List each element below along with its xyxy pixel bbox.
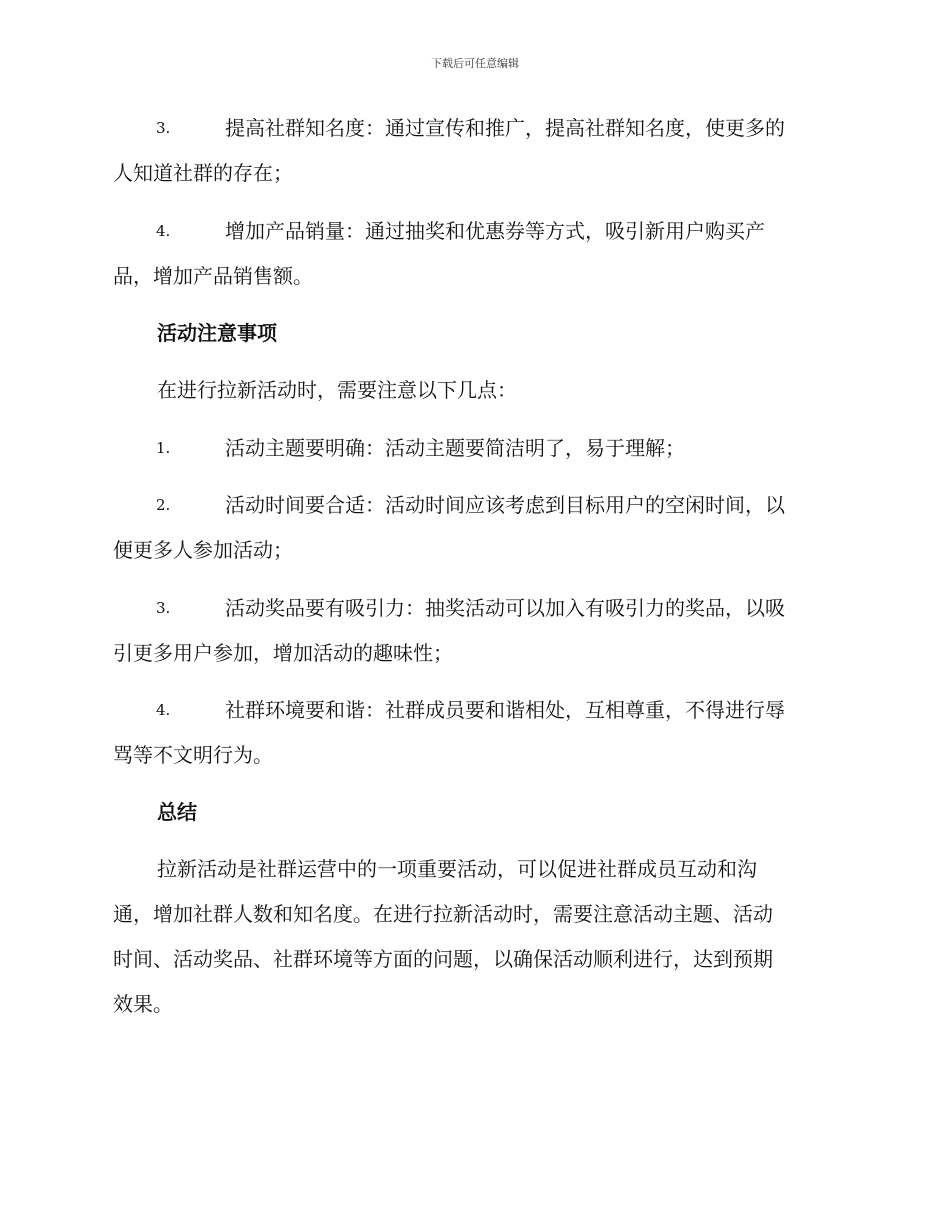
section-heading-notes: 活动注意事项: [157, 321, 277, 345]
list-number: 3.: [156, 599, 171, 617]
list-number: 4.: [156, 222, 171, 240]
list-item-text-continued: 人知道社群的存在；: [113, 161, 293, 185]
paragraph-line: 时间、活动奖品、社群环境等方面的问题，以确保活动顺利进行，达到预期: [113, 947, 773, 971]
note-item-1: [113, 426, 833, 471]
list-item-text-continued: 骂等不文明行为。: [113, 743, 273, 767]
section-heading-summary: 总结: [157, 800, 197, 824]
list-item-text-continued: 便更多人参加活动；: [113, 538, 293, 562]
list-number: 4.: [156, 701, 171, 719]
list-number: 1.: [156, 439, 171, 457]
page-header: 下载后可任意编辑: [431, 57, 519, 70]
paragraph-line: 通，增加社群人数和知名度。在进行拉新活动时，需要注意活动主题、活动: [113, 902, 773, 926]
paragraph-line: 效果。: [113, 992, 173, 1016]
list-item-text: 活动时间要合适：活动时间应该考虑到目标用户的空闲时间，以: [225, 493, 785, 517]
list-item-text: 活动奖品要有吸引力：抽奖活动可以加入有吸引力的奖品，以吸: [225, 596, 785, 620]
list-item-text: 社群环境要和谐：社群成员要和谐相处，互相尊重，不得进行辱: [225, 698, 785, 722]
list-item-text-continued: 引更多用户参加，增加活动的趣味性；: [113, 641, 453, 665]
summary-paragraph: [113, 847, 833, 1027]
notes-intro: [113, 368, 833, 413]
list-number: 3.: [156, 119, 171, 137]
goal-item-3: [113, 106, 833, 196]
paragraph-line: 拉新活动是社群运营中的一项重要活动，可以促进社群成员互动和沟: [157, 857, 757, 881]
note-item-4: [113, 688, 833, 778]
list-item-text: 增加产品销量：通过抽奖和优惠券等方式，吸引新用户购买产: [225, 219, 765, 243]
list-item-text-continued: 品，增加产品销售额。: [113, 264, 313, 288]
paragraph-line: 在进行拉新活动时，需要注意以下几点：: [157, 378, 517, 402]
goal-item-4: [113, 209, 833, 299]
note-item-3: [113, 586, 833, 676]
note-item-2: [113, 483, 833, 573]
list-item-text: 活动主题要明确：活动主题要简洁明了，易于理解；: [225, 436, 685, 460]
list-number: 2.: [156, 496, 171, 514]
list-item-text: 提高社群知名度：通过宣传和推广，提高社群知名度，使更多的: [225, 116, 785, 140]
